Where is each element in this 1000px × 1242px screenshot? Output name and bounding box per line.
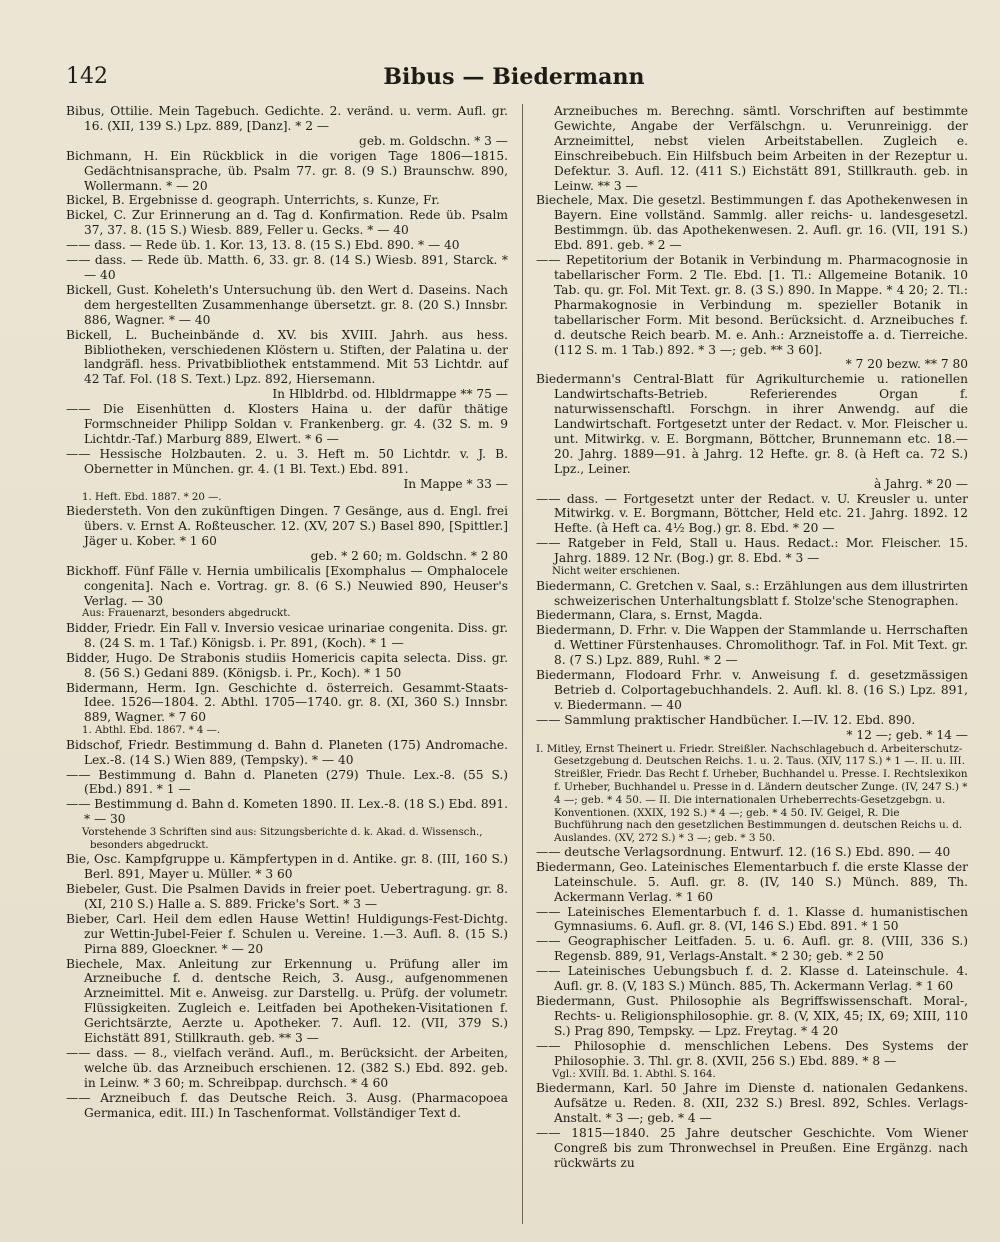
entry-text: Bidermann, Herm. Ign. Geschichte d. österreich. Gesammt-Staats-Idee. 1526—1804. 2. Abthl. 1705—1740. gr. 8. (XI, 360 S.) Innsbr. 889, Wagner. * 7 60 — [66, 680, 508, 725]
bibliography-entry — [66, 193, 508, 208]
entry-note: Aus: Frauenarzt, besonders abgedruckt. — [82, 608, 291, 620]
bibliography-entry — [66, 283, 508, 328]
entry-price-line: In Hlbldrbd. od. Hlbldrmappe ** 75 — — [272, 387, 508, 402]
entry-text: Biedersteth. Von den zukünftigen Dingen. 7 Gesänge, aus d. Engl. frei übers. v. Ernst A. Roßteuscher. 12. (XV, 207 S.) Basel 890, [Spittler.] Jäger u. Kober. * 1 60 — [66, 504, 508, 548]
page-header — [64, 64, 964, 100]
bibliography-entry — [66, 681, 508, 726]
entry-text: —— Geographischer Leitfaden. 5. u. 6. Aufl. gr. 8. (VIII, 336 S.) Regensb. 889, 91, Verlags-Anstalt. * 2 30; geb. * 2 50 — [536, 934, 968, 964]
entry-text: —— deutsche Verlagsordnung. Entwurf. 12. (16 S.) Ebd. 890. — 40 — [536, 844, 951, 859]
entry-text: —— Ratgeber in Feld, Stall u. Haus. Redact.: Mor. Fleischer. 15. Jahrg. 1889. 12 Nr. (Bog.) gr. 8. Ebd. * 3 — — [536, 536, 968, 566]
entry-text: Bidder, Friedr. Ein Fall v. Inversio vesicae urinariae congenita. Diss. gr. 8. (24 S. m. 1 Taf.) Königsb. i. Pr. 891, (Koch). * 1 — — [66, 620, 508, 650]
entry-text: Bieber, Carl. Heil dem edlen Hause Wettin! Huldigungs-Fest-Dichtg. zur Wettin-Jubel-Feier f. Schulen u. Vereine. 1.—3. Aufl. 8. (15 S.) Pirna 889, Gloeckner. * — 20 — [66, 911, 508, 956]
entry-price-line: In Mappe * 33 — — [403, 476, 508, 491]
bibliography-entry — [536, 253, 968, 372]
entry-text: Biechele, Max. Die gesetzl. Bestimmungen f. das Apothekenwesen in Bayern. Eine vollständ. Sammlg. aller reichs- u. landesgesetzl. Bestimmgn. üb. das Apothekenwesen. 2. Aufl. gr. 16. (VII, 191 S.) Ebd. 891. geb. * 2 — — [536, 193, 968, 253]
entry-text: Biedermann, Geo. Lateinisches Elementarbuch f. die erste Klasse der Lateinschule. 5. Aufl. gr. 8. (IV, 140 S.) Münch. 889, Th. Ackermann Verlag. * 1 60 — [536, 859, 968, 904]
bibliography-entry — [66, 651, 508, 681]
right-column — [536, 104, 968, 1170]
running-head: Bibus — Biedermann — [383, 64, 645, 90]
entry-text: Bickhoff. Fünf Fälle v. Hernia umbilicalis [Exomphalus — Omphalocele congenita]. Nach e. Vortrag. gr. 8. (6 S.) Neuwied 890, Heuser's Verlag. — 30 — [66, 563, 508, 608]
entry-note: 1. Abthl. Ebd. 1867. * 4 —. — [82, 725, 221, 737]
series-contents: I. Mitley, Ernst Theinert u. Friedr. Streißler. Nachschlagebuch d. Arbeiterschutz-Gesetzgebung d. Deutschen Reichs. 1. u. 2. Taus. (XIV, 117 S.) * 1 —. II. u. III. Streißler, Friedr. Das Recht f. Urheber, Buchhandel u. Presse. I. Rechtslexikon f. Urheber, Buchhandel u. Presse in d. Ländern deutscher Zunge. (IV, 247 S.) * 4 —; geb. * 4 50. — II. Die internationalen Urheberrechts-Gesetzgebgn. u. Konventionen. (XXIX, 192 S.) * 4 —; geb. * 4 50. IV. Geigel, R. Die Buchführung nach den gesetzlichen Bestimmungen d. deutschen Reichs u. d. Auslandes. (XV, 272 S.) * 3 —; geb. * 3 50. — [536, 742, 968, 845]
bibliography-entry — [536, 536, 968, 566]
entry-text: Arzneibuches m. Berechng. sämtl. Vorschriften auf bestimmte Gewichte, Angabe der Verfälschgn. u. Verunreinigg. der Arzneimittel, nebst vielen Arbeitstabellen. Zugleich e. Einschreibebuch. Ein Hilfsbuch beim Arbeiten in der Rezeptur u. Defektur. 3. Aufl. 12. (411 S.) Eichstätt 891, Stillkrauth. geb. in Leinw. ** 3 — — [554, 104, 968, 193]
bibliography-entry — [66, 149, 508, 194]
entry-text: Bidder, Hugo. De Strabonis studiis Homericis capita selecta. Diss. gr. 8. (56 S.) Gedani 889. (Königsb. i. Pr., Koch). * 1 50 — [66, 650, 508, 680]
entry-price-line: geb. * 2 60; m. Goldschn. * 2 80 — [310, 548, 508, 563]
bibliography-entry — [66, 621, 508, 651]
left-column — [66, 104, 508, 1121]
entry-note: Nicht weiter erschienen. — [552, 566, 681, 578]
entry-text: Bickell, L. Bucheinbände d. XV. bis XVIII. Jahrh. aus hess. Bibliotheken, verschiedenen Klöstern u. Stiften, der Palatina u. der landgräfl. hess. Privatbibliothek entstammend. Mit 53 Lichtdr. auf 42 Taf. Fol. (18 S. Text.) Lpz. 892, Hiersemann. — [66, 327, 508, 387]
entry-text: Bie, Osc. Kampfgruppe u. Kämpfertypen in d. Antike. gr. 8. (III, 160 S.) Berl. 891, Mayer u. Müller. * 3 60 — [66, 852, 508, 882]
entry-text: —— dass. — Rede üb. 1. Kor. 13, 13. 8. (15 S.) Ebd. 890. * — 40 — [66, 238, 460, 253]
bibliography-entry — [536, 608, 968, 623]
entry-note: 1. Heft. Ebd. 1887. * 20 —. — [82, 491, 222, 503]
bibliography-entry — [66, 208, 508, 238]
bibliography-entry — [536, 1081, 968, 1126]
bibliography-entry — [536, 492, 968, 537]
entry-text: —— Bestimmung d. Bahn d. Kometen 1890. II. Lex.-8. (18 S.) Ebd. 891. * — 30 — [66, 797, 508, 827]
bibliography-entry — [536, 934, 968, 964]
entry-price-line: geb. m. Goldschn. * 3 — — [359, 133, 508, 148]
bibliography-entry — [66, 104, 508, 149]
bibliography-entry — [536, 860, 968, 905]
bibliography-entry — [66, 797, 508, 827]
entry-text: Bickel, B. Ergebnisse d. geograph. Unterrichts, s. Kunze, Fr. — [66, 193, 440, 208]
entry-text: Bidschof, Friedr. Bestimmung d. Bahn d. Planeten (175) Andromache. Lex.-8. (14 S.) Wien 889, (Tempsky). * — 40 — [66, 737, 508, 767]
bibliography-entry — [536, 579, 968, 609]
bibliography-entry — [66, 447, 508, 492]
entry-text: —— Bestimmung d. Bahn d. Planeten (279) Thule. Lex.-8. (55 S.) (Ebd.) 891. * 1 — — [66, 767, 508, 797]
entry-text: —— Die Eisenhütten d. Klosters Haina u. der dafür thätige Formschneider Philipp Soldan v. Frankenberg. gr. 4. (32 S. m. 9 Lichtdr.-Taf.) Marburg 889, Elwert. * 6 — — [66, 402, 508, 446]
bibliography-entry — [66, 738, 508, 768]
entry-price-line: * 7 20 bezw. ** 7 80 — [845, 357, 968, 372]
entry-text: Bichmann, H. Ein Rückblick in die vorigen Tage 1806—1815. Gedächtnisansprache, üb. Psalm 77. gr. 8. (9 S.) Braunschw. 890, Wollermann. * — 20 — [66, 148, 508, 193]
entry-text: —— Philosophie d. menschlichen Lebens. Des Systems der Philosophie. 3. Thl. gr. 8. (XVII, 256 S.) Ebd. 889. * 8 — — [536, 1038, 968, 1068]
bibliography-entry — [536, 1126, 968, 1171]
entry-text: Biebeler, Gust. Die Psalmen Davids in freier poet. Uebertragung. gr. 8. (XI, 210 S.) Halle a. S. 889. Fricke's Sort. * 3 — — [66, 882, 508, 911]
entry-text: Biedermann's Central-Blatt für Agrikulturchemie u. rationellen Landwirtschafts-Betrieb. Referierendes Organ f. naturwissenschaftl. Forschgn. in ihrer Anwendg. auf die Landwirtschaft. Fortgesetzt unter der Redact. v. Mor. Fleischer u. unt. Mitwirkg. v. E. Borgmann, Böttcher, Brunnemann etc. 18.—20. Jahrg. 1889—91. à Jahrg. 12 Hefte. gr. 8. (à Heft ca. 72 S.) Lpz., Leiner. — [536, 372, 968, 476]
bibliography-entry — [66, 402, 508, 447]
entry-text: Biedermann, C. Gretchen v. Saal, s.: Erzählungen aus dem illustrirten schweizerischen Unterhaltungsblatt f. Stolze'sche Stenographen. — [536, 578, 968, 608]
bibliography-entry — [66, 912, 508, 957]
entry-text: —— Repetitorium der Botanik in Verbindung m. Pharmacognosie in tabellarischer Form. 2 Tle. Ebd. [1. Tl.: Allgemeine Botanik. 10 Tab. qu. gr. Fol. Mit Text. gr. 8. (3 S.) 890. In Mappe. * 4 20; 2. Tl.: Pharmakognosie in Verbindung m. spezieller Botanik in tabellarischer Form. Mit besond. Berücksicht. d. Arzneibuches f. d. deutsche Reich bearb. M. e. Anh.: Arzneistoffe a. d. Tierreiche. (112 S. m. 1 Tab.) 892. * 3 —; geb. ** 3 60]. — [536, 253, 968, 357]
bibliography-entry — [536, 668, 968, 713]
bibliography-entry — [66, 1091, 508, 1121]
entry-text: Bibus, Ottilie. Mein Tagebuch. Gedichte. 2. veränd. u. verm. Aufl. gr. 16. (XII, 139 S.) Lpz. 889, [Danz]. * 2 — — [66, 104, 508, 133]
entry-note: Vorstehende 3 Schriften sind aus: Sitzungsberichte d. k. Akad. d. Wissensch., besonders abgedruckt. — [82, 827, 483, 851]
entry-text: Biedermann, Karl. 50 Jahre im Dienste d. nationalen Gedankens. Aufsätze u. Reden. 8. (XII, 232 S.) Bresl. 892, Schles. Verlags-Anstalt. * 3 —; geb. * 4 — — [536, 1081, 968, 1125]
entry-note: Vgl.: XVIII. Bd. 1. Abthl. S. 164. — [552, 1068, 716, 1080]
entry-text: Bickel, C. Zur Erinnerung an d. Tag d. Konfirmation. Rede üb. Psalm 37, 37. 8. (15 S.) Wiesb. 889, Feller u. Gecks. * — 40 — [66, 208, 508, 238]
entry-text: —— Arzneibuch f. das Deutsche Reich. 3. Ausg. (Pharmacopoea Germanica, edit. III.) In Taschenformat. Vollständiger Text d. — [66, 1090, 508, 1120]
bibliography-entry — [66, 882, 508, 912]
bibliography-entry — [66, 328, 508, 403]
bibliography-entry — [66, 238, 508, 253]
bibliography-entry — [66, 852, 508, 882]
entry-text: —— Sammlung praktischer Handbücher. I.—IV. 12. Ebd. 890. — [536, 712, 916, 727]
bibliography-entry — [66, 564, 508, 609]
bibliography-entry — [536, 845, 968, 860]
bibliography-entry — [66, 504, 508, 564]
bibliography-entry — [536, 1039, 968, 1069]
entry-text: Biedermann, Flodoard Frhr. v. Anweisung f. d. gesetzmässigen Betrieb d. Colportagebuchhandels. 2. Aufl. kl. 8. (16 S.) Lpz. 891, v. Biedermann. — 40 — [536, 668, 968, 712]
entry-text: Biedermann, Clara, s. Ernst, Magda. — [536, 608, 763, 623]
entry-text: —— dass. — Rede üb. Matth. 6, 33. gr. 8. (14 S.) Wiesb. 891, Starck. * — 40 — [66, 253, 508, 282]
entry-text: —— dass. — 8., vielfach veränd. Aufl., m. Berücksicht. der Arbeiten, welche üb. das Arzneibuch erschienen. 12. (382 S.) Ebd. 892. geb. in Leinw. * 3 60; m. Schreibpap. durchsch. * 4 60 — [66, 1045, 508, 1090]
bibliography-entry — [66, 768, 508, 798]
bibliography-entry — [536, 964, 968, 994]
bibliography-entry — [66, 957, 508, 1046]
entry-text: Biedermann, Gust. Philosophie als Begriffswissenschaft. Moral-, Rechts- u. Religionsphilosophie. gr. 8. (V, XIX, 45; IX, 69; XIII, 110 S.) Prag 890, Tempsky. — Lpz. Freytag. * 4 20 — [536, 994, 968, 1038]
column-divider — [522, 104, 523, 1224]
bibliography-entry — [66, 253, 508, 283]
bibliography-entry — [536, 713, 968, 743]
bibliography-entry — [66, 1046, 508, 1091]
bibliography-entry — [536, 372, 968, 491]
entry-text: —— Lateinisches Uebungsbuch f. d. 2. Klasse d. Lateinschule. 4. Aufl. gr. 8. (V, 183 S.) Münch. 885, Th. Ackermann Verlag. * 1 60 — [536, 964, 968, 994]
entry-price-line: à Jahrg. * 20 — — [873, 476, 968, 491]
bibliography-entry — [536, 905, 968, 935]
entry-text: —— Hessische Holzbauten. 2. u. 3. Heft m. 50 Lichtdr. v. J. B. Obernetter in München. gr. 4. (1 Bl. Text.) Ebd. 891. — [66, 446, 508, 476]
entry-text: Bickell, Gust. Koheleth's Untersuchung üb. den Wert d. Daseins. Nach dem hergestellten Zusammenhange übersetzt. gr. 8. (20 S.) Innsbr. 886, Wagner. * — 40 — [66, 282, 508, 327]
entry-text: Biechele, Max. Anleitung zur Erkennung u. Prüfung aller im Arzneibuche f. d. dentsche Reich, 3. Ausg., aufgenommenen Arzneimittel. Mit e. Anweisg. zur Darstellg. u. Prüfg. der volumetr. Flüssigkeiten. Zugleich e. Leitfaden bei Apotheken-Visitationen f. Gerichtsärzte, Aerzte u. Apotheker. 7. Aufl. 12. (VII, 379 S.) Eichstätt 891, Stillkrauth. geb. ** 3 — — [66, 956, 508, 1046]
entry-text: Biedermann, D. Frhr. v. Die Wappen der Stammlande u. Herrschaften d. Wettiner Fürstenhauses. Chromolithogr. Taf. in Fol. Mit Text. gr. 8. (7 S.) Lpz. 889, Ruhl. * 2 — — [536, 623, 968, 668]
bibliography-entry — [536, 994, 968, 1039]
entry-text: —— Lateinisches Elementarbuch f. d. 1. Klasse d. humanistischen Gymnasiums. 6. Aufl. gr. 8. (VI, 146 S.) Ebd. 891. * 1 50 — [536, 904, 968, 934]
page-number: 142 — [66, 64, 108, 89]
entry-price-line: * 12 —; geb. * 14 — — [846, 727, 968, 742]
entry-text: —— dass. — Fortgesetzt unter der Redact. v. U. Kreusler u. unter Mitwirkg. v. E. Borgmann, Böttcher, Held etc. 21. Jahrg. 1892. 12 Hefte. (à Heft ca. 4½ Bog.) gr. 8. Ebd. * 20 — — [536, 491, 968, 536]
bibliography-entry — [536, 104, 968, 193]
bibliography-entry — [536, 623, 968, 668]
bibliography-entry — [536, 193, 968, 253]
entry-text: —— 1815—1840. 25 Jahre deutscher Geschichte. Vom Wiener Congreß bis zum Thronwechsel in Preußen. Eine Ergänzg. nach rückwärts zu — [536, 1125, 968, 1170]
